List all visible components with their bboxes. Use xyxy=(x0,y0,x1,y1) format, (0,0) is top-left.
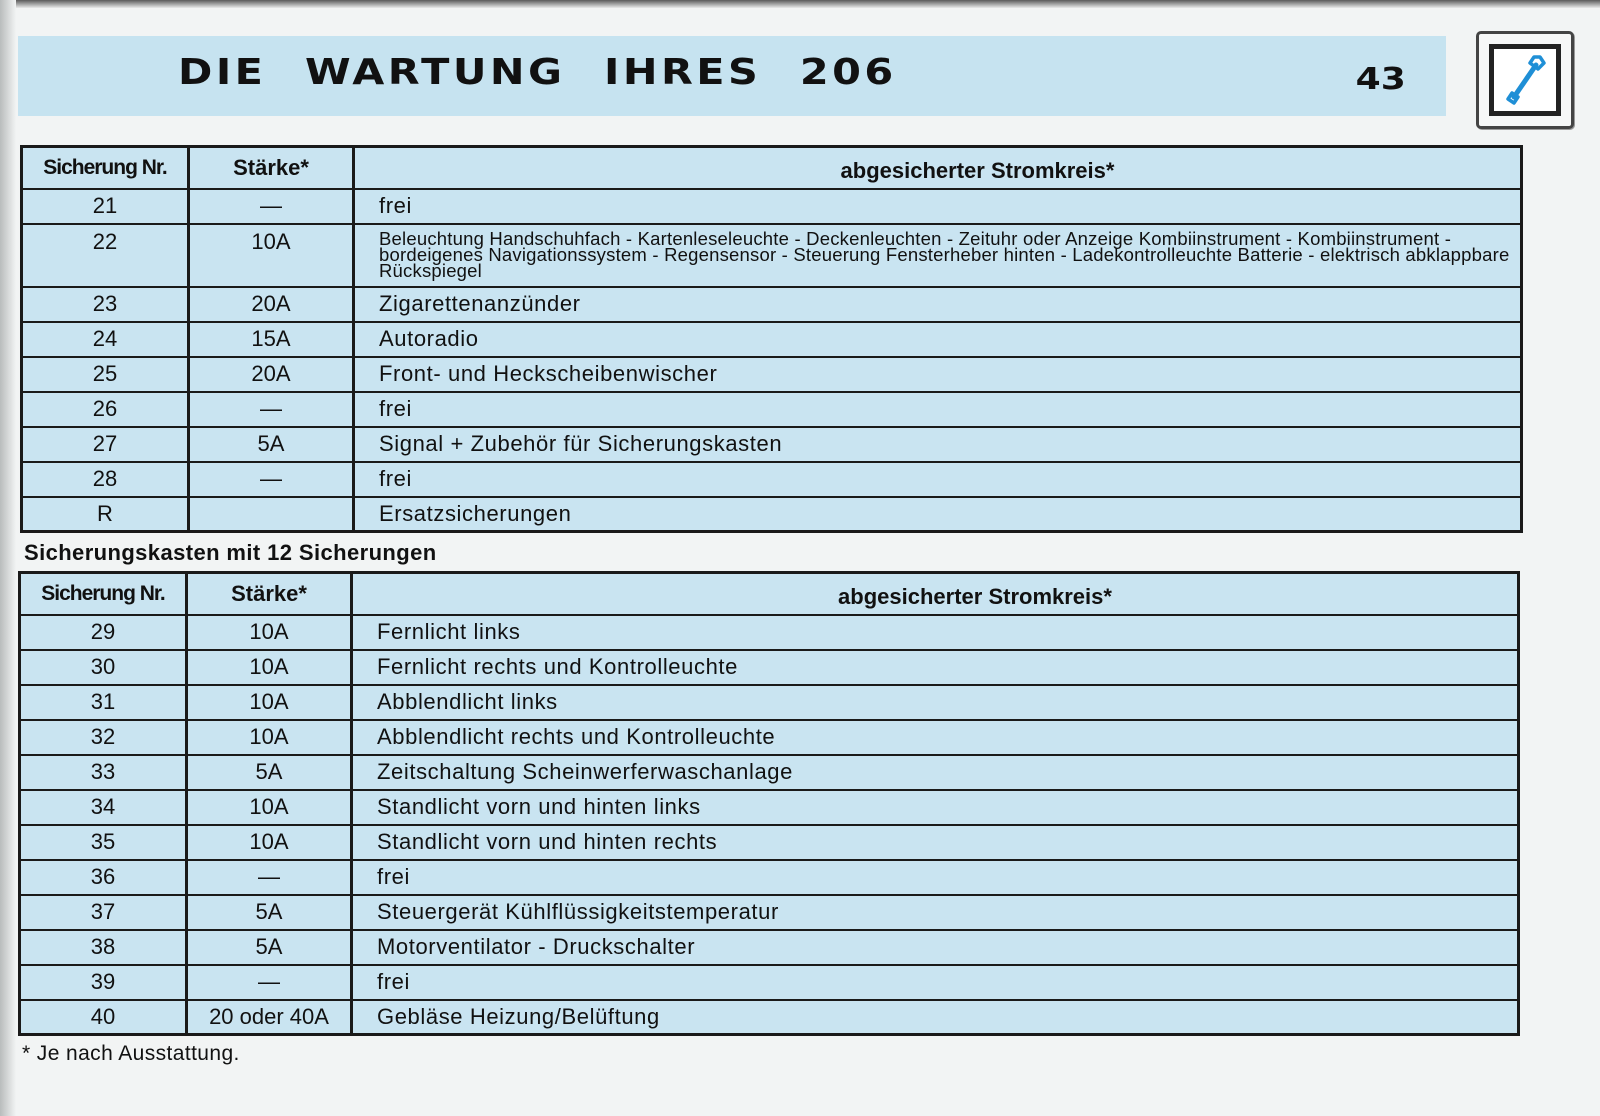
column-header-rating: Stärke* xyxy=(187,573,352,615)
table-row xyxy=(20,790,1519,825)
fuse-number: 30 xyxy=(20,650,187,685)
table-row xyxy=(20,720,1519,755)
fuse-circuit: Autoradio xyxy=(354,322,1522,357)
fuse-number: 33 xyxy=(20,755,187,790)
fuse-rating xyxy=(189,497,354,532)
maintenance-section-badge xyxy=(1476,31,1574,129)
table-row xyxy=(22,392,1522,427)
fuse-number: 21 xyxy=(22,189,189,224)
fuse-number: 27 xyxy=(22,427,189,462)
fuse-rating: — xyxy=(187,965,352,1000)
table-row xyxy=(22,287,1522,322)
fuse-rating: 20A xyxy=(189,357,354,392)
table-row xyxy=(20,860,1519,895)
fuse-circuit: Abblendlicht rechts und Kontrolleuchte xyxy=(352,720,1519,755)
fuse-number: 35 xyxy=(20,825,187,860)
fuse-circuit: Motorventilator - Druckschalter xyxy=(352,930,1519,965)
table-row xyxy=(22,357,1522,392)
section-heading: Sicherungskasten mit 12 Sicherungen xyxy=(24,540,437,565)
fuse-circuit: Fernlicht rechts und Kontrolleuchte xyxy=(352,650,1519,685)
fuse-number: 39 xyxy=(20,965,187,1000)
fuse-number: 22 xyxy=(22,224,189,287)
fuse-rating: 20A xyxy=(189,287,354,322)
fuse-table-2 xyxy=(18,571,1520,1036)
table-row xyxy=(20,1000,1519,1035)
fuse-circuit: Beleuchtung Handschuhfach - Kartenleseleuchte - Deckenleuchten - Zeituhr oder Anzeige Kombiinstrument - Kombiinstrument - bordeigenes Navigationssystem - Regensensor - Steuerung Fensterheber hinten - Ladekontrolleuchte Batterie - elektrisch abklappbare Rückspiegel xyxy=(354,224,1522,287)
table-row xyxy=(20,755,1519,790)
fuse-number: 31 xyxy=(20,685,187,720)
fuse-rating: 10A xyxy=(187,685,352,720)
fuse-circuit: Standlicht vorn und hinten links xyxy=(352,790,1519,825)
fuse-rating: 10A xyxy=(187,825,352,860)
fuse-rating: 10A xyxy=(187,720,352,755)
fuse-number: 34 xyxy=(20,790,187,825)
column-header-circuit: abgesicherter Stromkreis* xyxy=(354,147,1522,189)
fuse-number: 25 xyxy=(22,357,189,392)
table-row xyxy=(22,427,1522,462)
wrench-icon xyxy=(1500,53,1552,109)
table-row xyxy=(22,462,1522,497)
fuse-table-1 xyxy=(20,145,1523,533)
fuse-circuit: Gebläse Heizung/Belüftung xyxy=(352,1000,1519,1035)
column-header-fuse-number: Sicherung Nr. xyxy=(20,573,187,615)
column-header-rating: Stärke* xyxy=(189,147,354,189)
fuse-rating: 5A xyxy=(187,755,352,790)
fuse-number: 38 xyxy=(20,930,187,965)
table-row xyxy=(22,224,1522,287)
table-header-row xyxy=(22,147,1522,189)
table-row xyxy=(20,965,1519,1000)
fuse-number: 40 xyxy=(20,1000,187,1035)
fuse-rating: — xyxy=(189,462,354,497)
fuse-circuit: frei xyxy=(352,860,1519,895)
fuse-circuit: frei xyxy=(354,462,1522,497)
fuse-rating: 10A xyxy=(187,650,352,685)
table-row xyxy=(22,322,1522,357)
fuse-number: 28 xyxy=(22,462,189,497)
fuse-circuit: Zeitschaltung Scheinwerferwaschanlage xyxy=(352,755,1519,790)
fuse-number: 24 xyxy=(22,322,189,357)
table-row xyxy=(22,497,1522,532)
fuse-circuit: Abblendlicht links xyxy=(352,685,1519,720)
fuse-number: 37 xyxy=(20,895,187,930)
page-binding-shadow xyxy=(0,0,16,1116)
fuse-circuit: frei xyxy=(354,392,1522,427)
table-row xyxy=(20,685,1519,720)
fuse-rating: 5A xyxy=(187,930,352,965)
fuse-circuit: Signal + Zubehör für Sicherungskasten xyxy=(354,427,1522,462)
fuse-circuit: Front- und Heckscheibenwischer xyxy=(354,357,1522,392)
fuse-number: 32 xyxy=(20,720,187,755)
fuse-rating: 20 oder 40A xyxy=(187,1000,352,1035)
fuse-circuit: Zigarettenanzünder xyxy=(354,287,1522,322)
fuse-circuit: frei xyxy=(352,965,1519,1000)
table-row xyxy=(20,825,1519,860)
fuse-rating: 10A xyxy=(187,790,352,825)
fuse-circuit: frei xyxy=(354,189,1522,224)
page-number: 43 xyxy=(1355,62,1406,97)
fuse-number: 26 xyxy=(22,392,189,427)
fuse-rating: 5A xyxy=(189,427,354,462)
table-row xyxy=(20,615,1519,650)
table-row xyxy=(20,895,1519,930)
fuse-rating: 15A xyxy=(189,322,354,357)
page-top-edge xyxy=(0,0,1600,8)
fuse-number: 23 xyxy=(22,287,189,322)
fuse-number: 29 xyxy=(20,615,187,650)
table-row xyxy=(20,650,1519,685)
footnote: * Je nach Ausstattung. xyxy=(22,1042,240,1065)
fuse-number: 36 xyxy=(20,860,187,895)
badge-frame xyxy=(1489,44,1561,116)
column-header-fuse-number: Sicherung Nr. xyxy=(22,147,189,189)
fuse-circuit: Steuergerät Kühlflüssigkeitstemperatur xyxy=(352,895,1519,930)
fuse-rating: — xyxy=(189,392,354,427)
fuse-circuit: Fernlicht links xyxy=(352,615,1519,650)
fuse-number: R xyxy=(22,497,189,532)
fuse-rating: — xyxy=(189,189,354,224)
table-row xyxy=(22,189,1522,224)
fuse-rating: 5A xyxy=(187,895,352,930)
page-header xyxy=(18,36,1446,116)
fuse-circuit: Ersatzsicherungen xyxy=(354,497,1522,532)
table-row xyxy=(20,930,1519,965)
fuse-rating: — xyxy=(187,860,352,895)
page-title: DIE WARTUNG IHRES 206 xyxy=(178,52,897,93)
column-header-circuit: abgesicherter Stromkreis* xyxy=(352,573,1519,615)
fuse-circuit: Standlicht vorn und hinten rechts xyxy=(352,825,1519,860)
fuse-rating: 10A xyxy=(187,615,352,650)
fuse-rating: 10A xyxy=(189,224,354,287)
table-header-row xyxy=(20,573,1519,615)
